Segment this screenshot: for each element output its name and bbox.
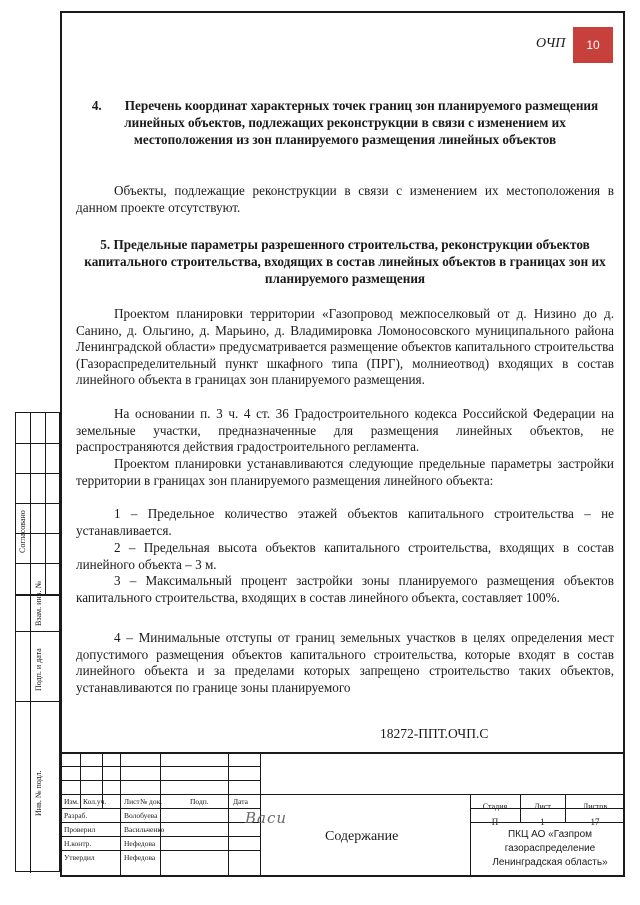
col-header-doc-no: № док. (140, 797, 163, 806)
col-header-signature: Подп. (190, 797, 209, 806)
paragraph-3: Проектом планировки устанавливаются следующие предельные параметры застройки территории в границах зон планируемого размещения линейного объекта: (76, 456, 614, 488)
name-developer: Волобуева (124, 811, 158, 820)
margin-signoff-box (15, 580, 60, 872)
name-approver: Нефедова (124, 853, 156, 862)
paragraph-2: На основании п. 3 ч. 4 ст. 36 Градостроительного кодекса Российской Федерации на земельные участки, предназначенные для размещения линейных объектов, не распространяются действия градостроительного регламента. (76, 406, 614, 454)
sheets-value: 17 (590, 817, 600, 827)
page-number-badge: 10 (573, 27, 613, 63)
role-checker: Проверил (64, 825, 96, 834)
title-block (60, 752, 625, 877)
section-4-text: Объекты, подлежащие реконструкции в связи с изменением их местоположения в данном проекте отсутствуют. (76, 183, 614, 215)
section-5-title: 5. Предельные параметры разрешенного строительства, реконструкции объектов капитального строительства, входящих в состав линейных объектов в границах зон их планируемого размещения (84, 237, 606, 286)
sheet-value: 1 (540, 817, 545, 827)
stamp-title: Содержание (325, 829, 399, 844)
role-approver: Утвердил (64, 853, 95, 862)
margin-sign-date-label: Подп. и дата (34, 648, 43, 691)
role-norm-control: Н.контр. (64, 839, 92, 848)
paragraph-7: 4 – Минимальные отступы от границ земельных участков в целях определения мест допустимого размещения объектов капитального строительства, которые входят в состав линейного объекта и за пределами которых запрещено строительство таких объектов, устанавливаются по границе зоны планируемого (76, 630, 614, 695)
role-developer: Разраб. (64, 811, 88, 820)
col-header-count: Кол.уч. (83, 797, 107, 806)
organization-name: ПКЦ АО «Газпром газораспределение Ленинградская область» (492, 829, 608, 868)
paragraph-1: Проектом планировки территории «Газопровод межпоселковый от д. Низино до д. Санино, д. Ольгино, д. Марьино, д. Владимировка Ломоносовского муниципального района Ленинградской области» предусматривается размещение объектов капитального строительства (Газораспределительный пункт шкафного типа (ПРГ), молниеотвод) входящих в состав линейного объекта в границах зон планируемого размещения. (76, 306, 614, 387)
stage-value: П (491, 817, 499, 827)
margin-inv-orig-label: Инв. № подл. (34, 770, 43, 816)
name-checker: Васильченко (124, 825, 165, 834)
document-code: 18272-ППТ.ОЧП.С (380, 726, 489, 741)
sheets-header: Листов (582, 802, 608, 811)
margin-agreed-label: Согласовано (18, 510, 27, 553)
col-header-change: Изм. (64, 797, 79, 806)
header-code: ОЧП (536, 36, 566, 51)
paragraph-6: 3 – Максимальный процент застройки зоны планируемого размещения объектов капитального строительства, входящих в состав линейного объекта, составляет 100%. (76, 573, 614, 605)
col-header-date: Дата (233, 797, 248, 806)
name-norm-control: Нефедова (124, 839, 156, 848)
sheet-header: Лист (534, 802, 551, 811)
margin-agreed-box (15, 412, 60, 595)
paragraph-4: 1 – Предельное количество этажей объектов капитального строительства – не устанавливается. (76, 506, 614, 538)
section-4-title: 4. Перечень координат характерных точек границ зон планируемого размещения линейных объектов, подлежащих реконструкции в связи с изменением их местоположения из зон планируемого размещения линейных объектов (91, 98, 599, 147)
col-header-sheet: Лист (124, 797, 140, 806)
stage-header: Стадия (482, 802, 508, 811)
handwritten-signature: Васи (245, 809, 288, 827)
paragraph-5: 2 – Предельная высота объектов капитального строительства, входящих в состав линейного объекта – 3 м. (76, 540, 614, 572)
margin-replaced-inv-label: Взам. инв. № (34, 580, 43, 626)
